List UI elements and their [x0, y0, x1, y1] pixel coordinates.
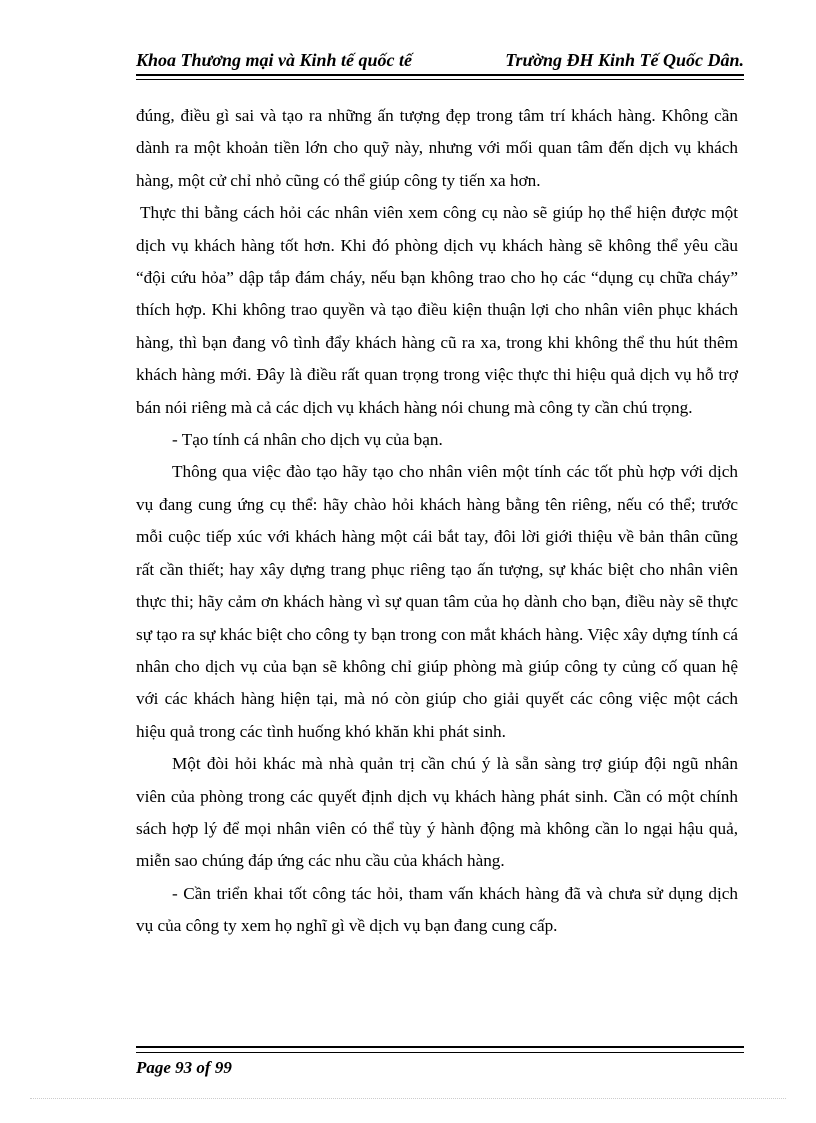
page-edge-divider [30, 1098, 786, 1099]
footer-rule [136, 1046, 744, 1053]
paragraph-5: Một đòi hỏi khác mà nhà quản trị cần chú ý là sẵn sàng trợ giúp đội ngũ nhân viên của phòng trong các quyết định dịch vụ khách hàng phát sinh. Cần có một chính sách hợp lý để mọi nhân viên có thể tùy ý hành động mà không cần lo ngại hậu quả, miễn sao chúng đáp ứng các nhu cầu của khách hàng. [136, 754, 738, 871]
page-footer [136, 1046, 744, 1079]
page-number: Page 93 of 99 [136, 1058, 232, 1077]
document-body [136, 100, 738, 943]
header-faculty: Khoa Thương mại và Kinh tế quốc tế [136, 50, 412, 70]
paragraph-6: - Cần triển khai tốt công tác hỏi, tham vấn khách hàng đã và chưa sử dụng dịch vụ của công ty xem họ nghĩ gì về dịch vụ bạn đang cung cấp. [136, 883, 738, 936]
page-header [136, 48, 744, 78]
header-rule [136, 74, 744, 80]
paragraph-4: Thông qua việc đào tạo hãy tạo cho nhân viên một tính các tốt phù hợp với dịch vụ đang cung ứng cụ thể: hãy chào hỏi khách hàng bằng tên riêng, nếu có thể; trước mỗi cuộc tiếp xúc với khách hàng một cái bắt tay, đôi lời giới thiệu về bản thân cũng rất cần thiết; hay xây dựng trang phục riêng tạo ấn tượng, sự khác biệt cho nhân viên thực thi; hãy cảm ơn khách hàng vì sự quan tâm của họ dành cho bạn, điều này sẽ thực sự tạo ra sự khác biệt cho công ty bạn trong con mắt khách hàng. Việc xây dựng tính cá nhân cho dịch vụ của bạn sẽ không chỉ giúp phòng mà giúp công ty củng cố quan hệ với các khách hàng hiện tại, mà nó còn giúp cho giải quyết các công việc một cách hiệu quả trong các tình huống khó khăn khi phát sinh. [136, 462, 738, 741]
paragraph-2: Thực thi bằng cách hỏi các nhân viên xem công cụ nào sẽ giúp họ thể hiện được một dịch vụ khách hàng tốt hơn. Khi đó phòng dịch vụ khách hàng sẽ không thể yêu cầu “đội cứu hỏa” dập tắp đám cháy, nếu bạn không trao cho họ các “dụng cụ chữa cháy” thích hợp. Khi không trao quyền và tạo điều kiện thuận lợi cho nhân viên phục khách hàng, thì bạn đang vô tình đẩy khách hàng cũ ra xa, trong khi không thể thu hút thêm khách hàng mới. Đây là điều rất quan trọng trong việc thực thi hiệu quả dịch vụ hỗ trợ bán nói riêng mà cả các dịch vụ khách hàng nói chung mà công ty cần chú trọng. [136, 203, 738, 417]
header-university: Trường ĐH Kinh Tế Quốc Dân. [505, 50, 744, 70]
paragraph-1: đúng, điều gì sai và tạo ra những ấn tượng đẹp trong tâm trí khách hàng. Không cần dành ra một khoản tiền lớn cho quỹ này, nhưng với mối quan tâm đến dịch vụ khách hàng, một cử chỉ nhỏ cũng có thể giúp công ty tiến xa hơn. [136, 106, 738, 190]
paragraph-3: - Tạo tính cá nhân cho dịch vụ của bạn. [172, 430, 443, 450]
